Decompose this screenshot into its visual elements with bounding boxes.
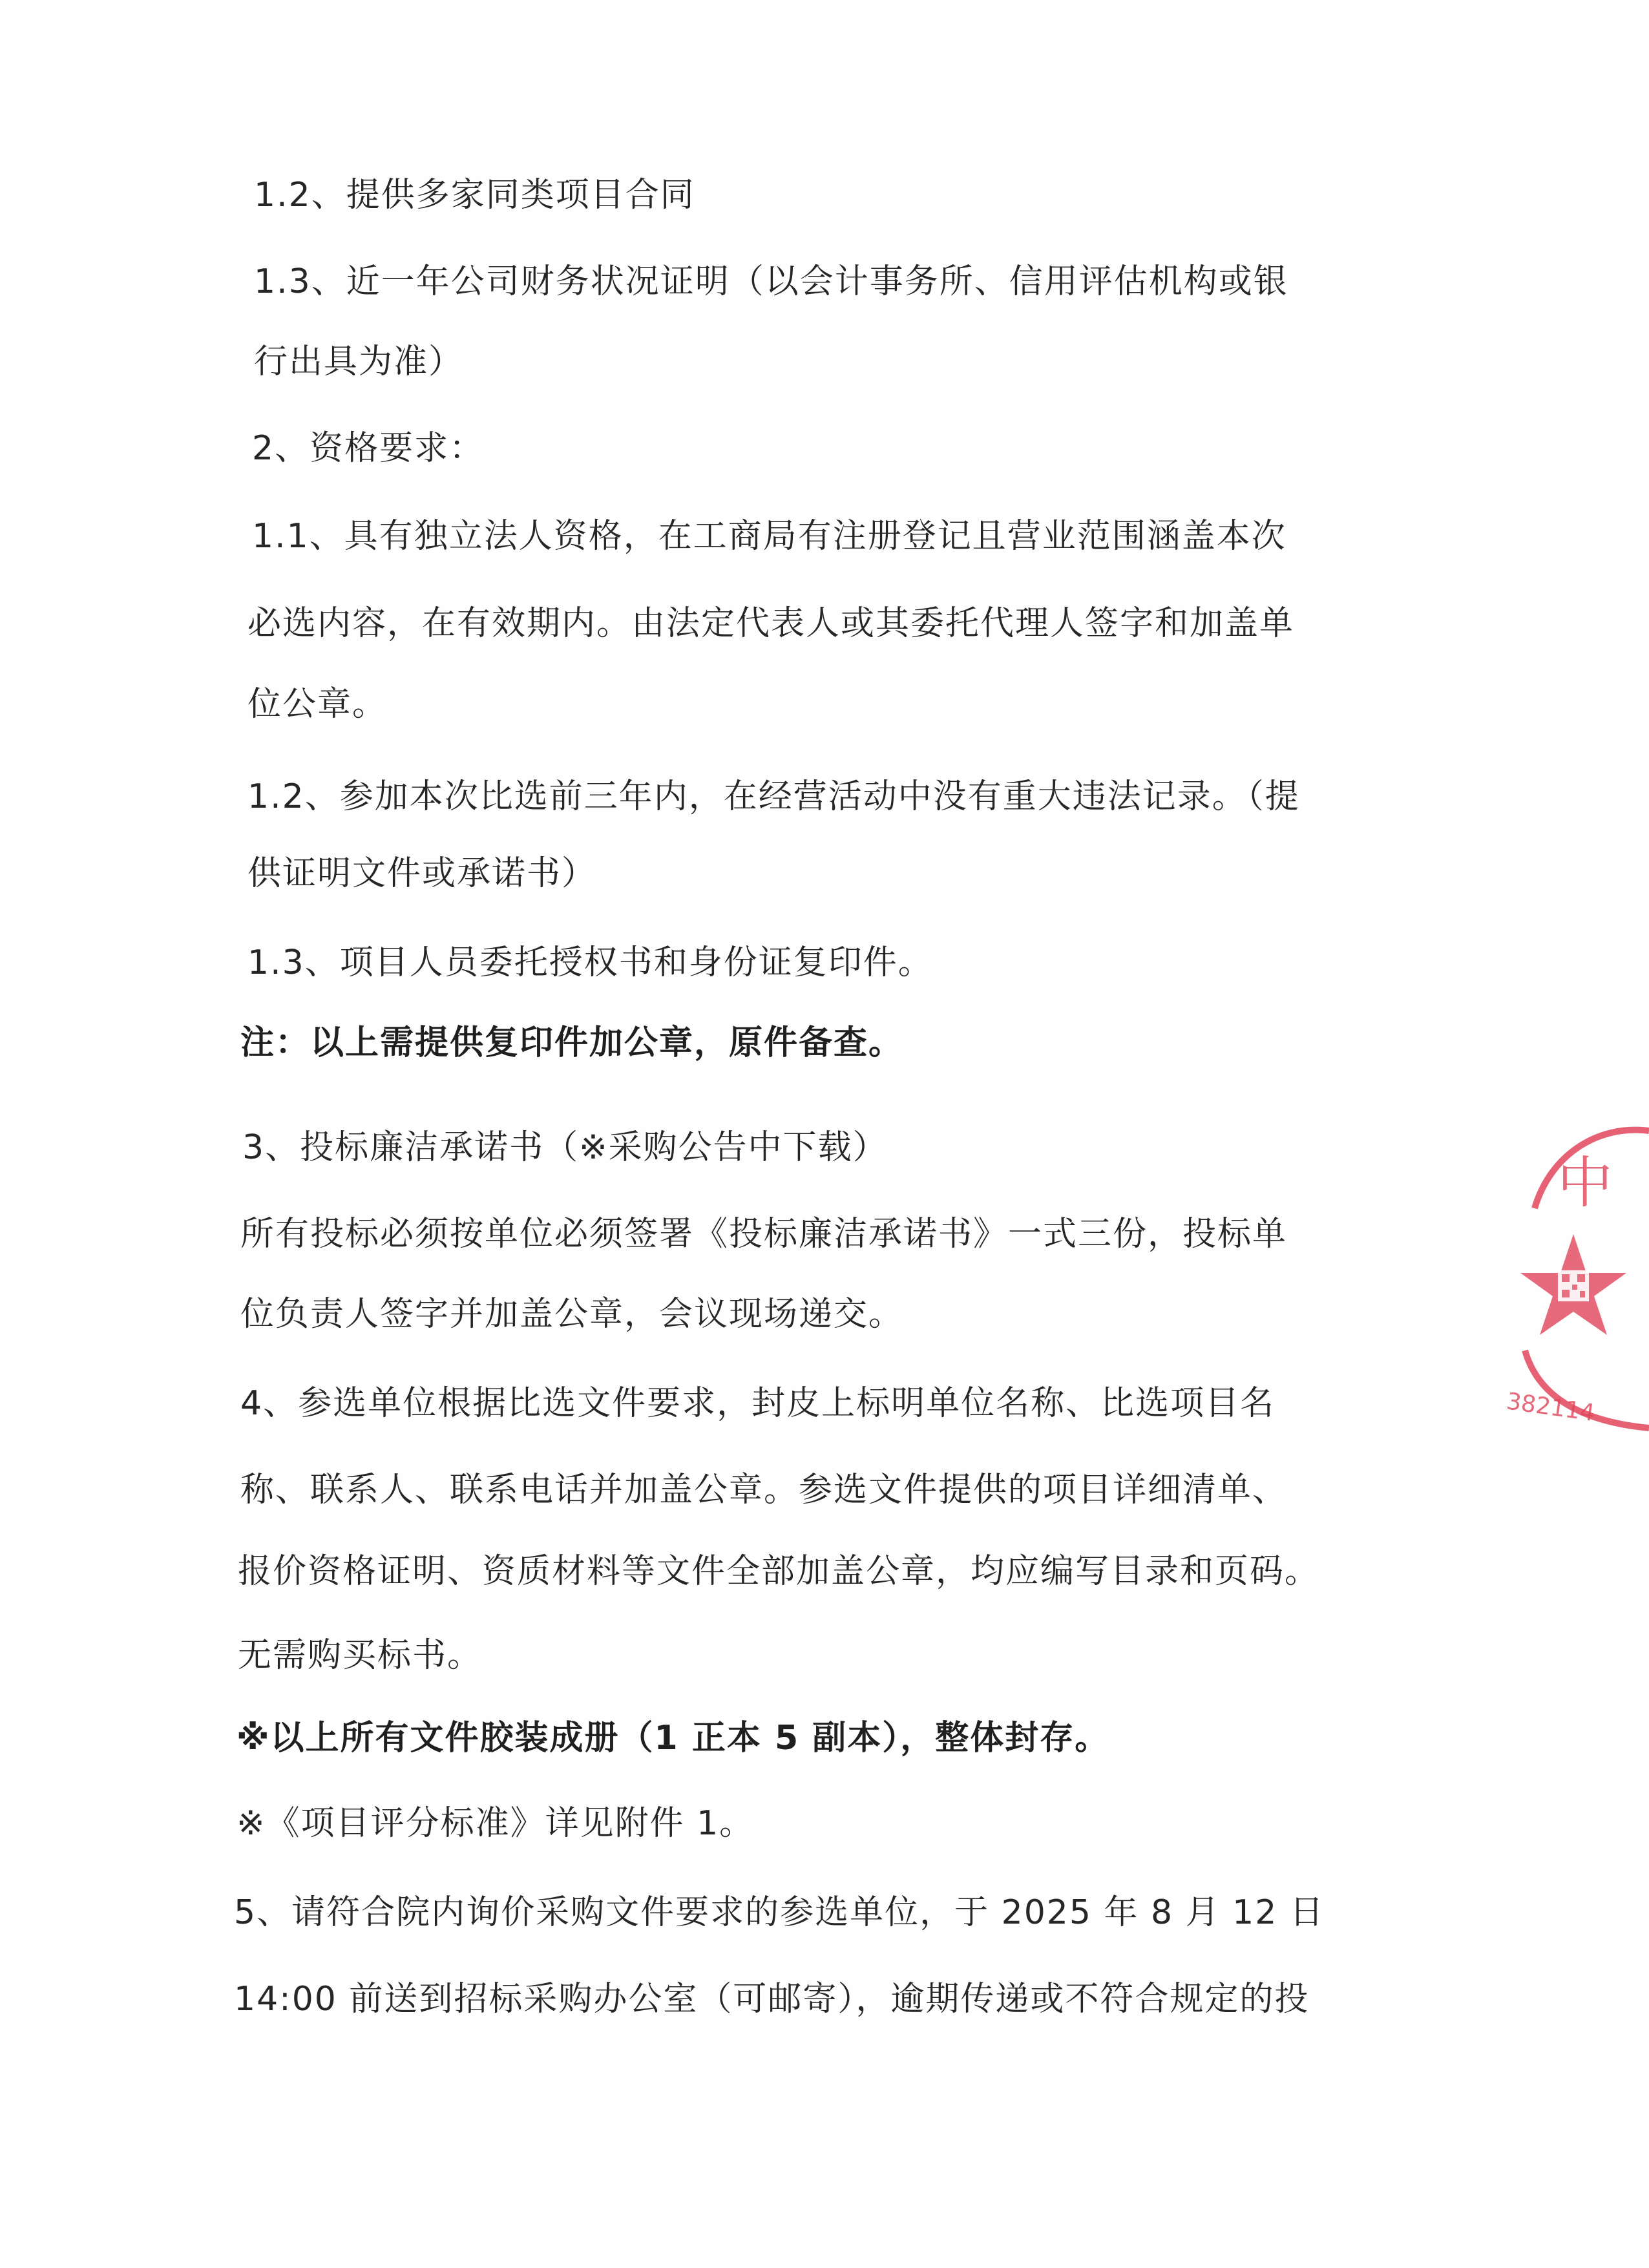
- text-line-15: 4、参选单位根据比选文件要求，封皮上标明单位名称、比选项目名: [240, 1384, 1276, 1423]
- text-line-6: 必选内容，在有效期内。由法定代表人或其委托代理人签字和加盖单: [247, 604, 1295, 643]
- text-line-7: 位公章。: [247, 685, 388, 724]
- red-seal-stamp: [1489, 1118, 1649, 1454]
- text-line-13: 所有投标必须按单位必须签署《投标廉洁承诺书》一式三份，投标单: [240, 1215, 1288, 1254]
- text-line-1: 1.2、提供多家同类项目合同: [254, 176, 695, 215]
- text-line-18: 无需购买标书。: [238, 1636, 483, 1675]
- text-line-16: 称、联系人、联系电话并加盖公章。参选文件提供的项目详细清单、: [240, 1471, 1288, 1509]
- text-line-3: 行出具为准）: [254, 342, 464, 381]
- appendix-note-line: ※《项目评分标准》详见附件 1。: [236, 1804, 755, 1843]
- seal-graphic: [1489, 1118, 1649, 1454]
- text-line-5: 1.1、具有独立法人资格，在工商局有注册登记且营业范围涵盖本次: [252, 517, 1287, 556]
- text-line-21: 5、请符合院内询价采购文件要求的参选单位，于 2025 年 8 月 12 日: [234, 1893, 1325, 1932]
- seal-number-text: 382114: [1504, 1388, 1597, 1427]
- text-line-12: 3、投标廉洁承诺书（※采购公告中下载）: [242, 1128, 888, 1167]
- text-line-4: 2、资格要求：: [252, 429, 485, 468]
- text-line-17: 报价资格证明、资质材料等文件全部加盖公章，均应编写目录和页码。: [238, 1552, 1320, 1591]
- text-line-10: 1.3、项目人员委托授权书和身份证复印件。: [247, 943, 933, 982]
- text-line-8: 1.2、参加本次比选前三年内，在经营活动中没有重大违法记录。（提: [247, 777, 1300, 816]
- binding-note-line: ※以上所有文件胶装成册（1 正本 5 副本），整体封存。: [236, 1719, 1110, 1758]
- note-line: 注：以上需提供复印件加公章，原件备查。: [240, 1024, 904, 1062]
- seal-character-text: 中: [1557, 1151, 1613, 1215]
- text-line-14: 位负责人签字并加盖公章，会议现场递交。: [240, 1295, 904, 1334]
- text-line-9: 供证明文件或承诺书）: [247, 854, 597, 893]
- text-line-2: 1.3、近一年公司财务状况证明（以会计事务所、信用评估机构或银: [254, 262, 1288, 301]
- text-line-22: 14:00 前送到招标采购办公室（可邮寄），逾期传递或不符合规定的投: [234, 1980, 1310, 2019]
